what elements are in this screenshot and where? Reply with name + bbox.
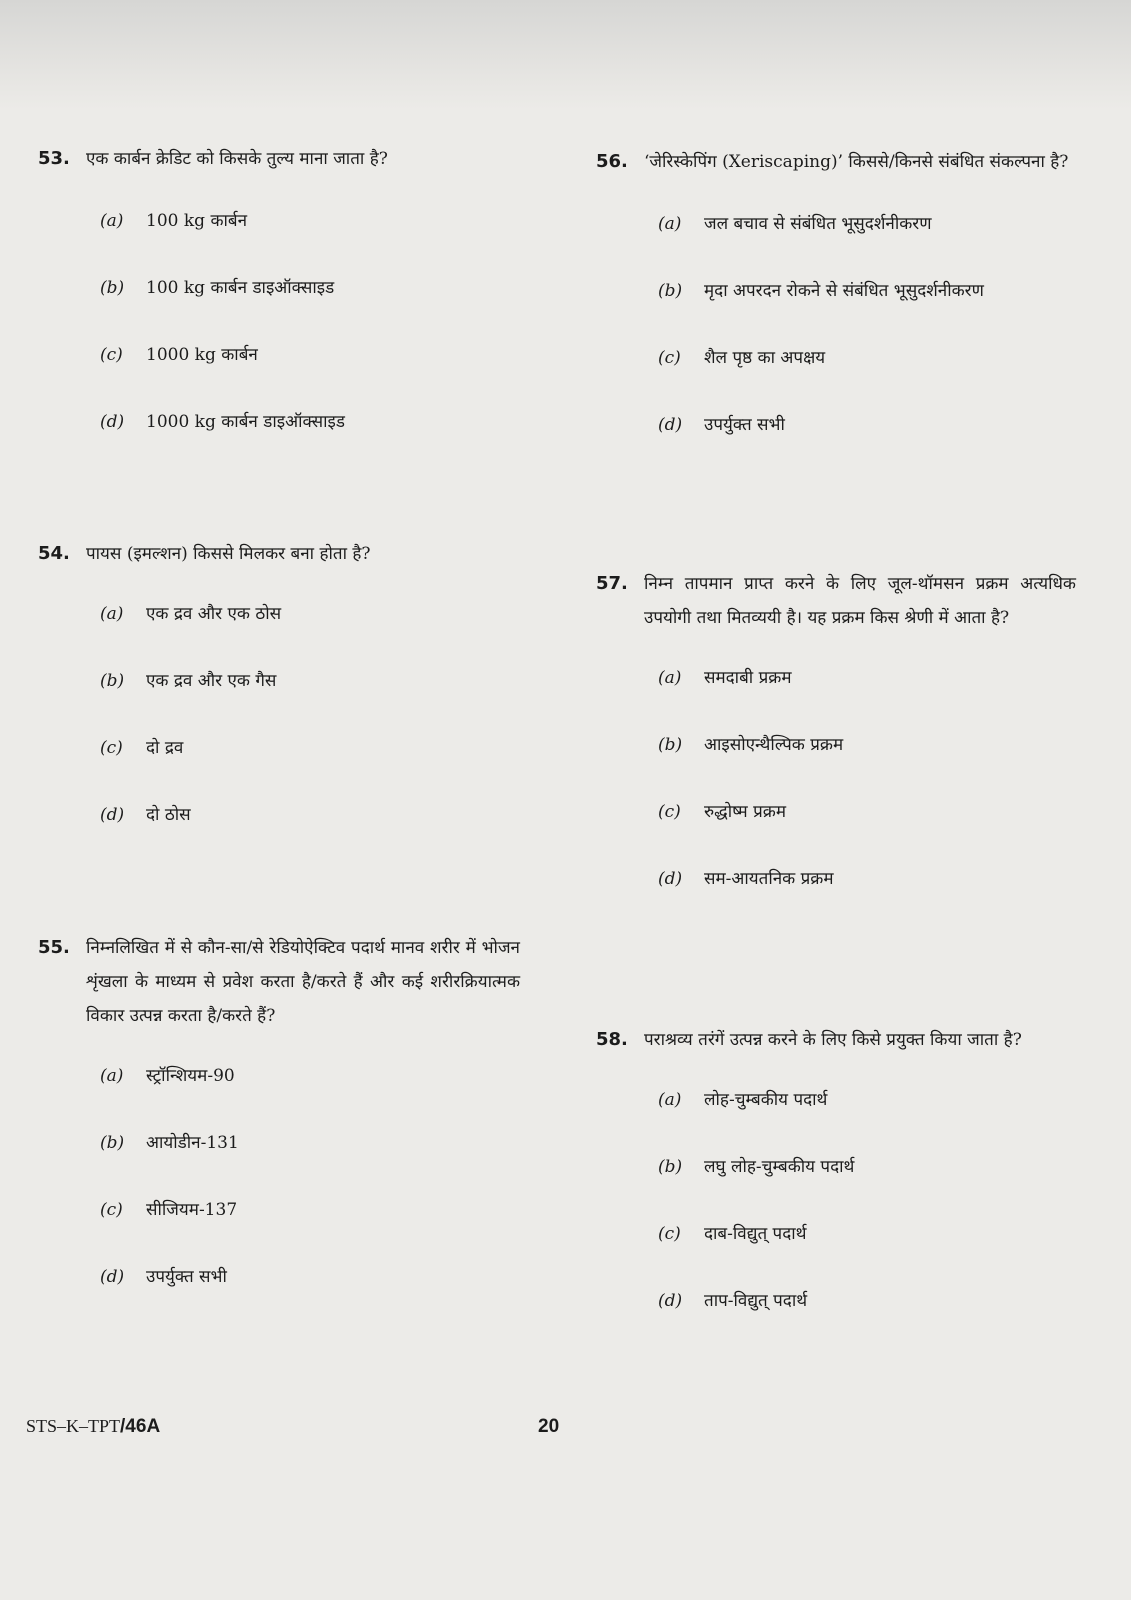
question-number: 57. bbox=[596, 573, 628, 594]
question-number: 55. bbox=[38, 937, 70, 958]
option-d: (d) ताप-विद्युत् पदार्थ bbox=[658, 1291, 808, 1311]
option-d: (d) 1000 kg कार्बन डाइऑक्साइड bbox=[100, 412, 345, 432]
option-d: (d) दो ठोस bbox=[100, 805, 191, 825]
question-56 bbox=[596, 145, 1076, 435]
option-c: (c) दो द्रव bbox=[100, 738, 184, 758]
option-b: (b) 100 kg कार्बन डाइऑक्साइड bbox=[100, 278, 335, 298]
option-b: (b) आयोडीन-131 bbox=[100, 1133, 239, 1153]
option-b: (b) आइसोएन्थैल्पिक प्रक्रम bbox=[658, 735, 844, 755]
question-53 bbox=[38, 142, 498, 432]
option-d: (d) उपर्युक्त सभी bbox=[100, 1267, 227, 1287]
question-number: 56. bbox=[596, 151, 628, 172]
option-a: (a) स्ट्रॉन्शियम-90 bbox=[100, 1066, 235, 1086]
question-text: ‘जेरिस्केपिंग (Xeriscaping)’ किससे/किनसे संबंधित संकल्पना है? bbox=[644, 152, 1069, 172]
option-a: (a) 100 kg कार्बन bbox=[100, 211, 248, 231]
option-a: (a) जल बचाव से संबंधित भूसुदर्शनीकरण bbox=[658, 214, 932, 234]
option-a: (a) समदाबी प्रक्रम bbox=[658, 668, 792, 688]
question-58 bbox=[596, 1023, 1076, 1311]
option-a: (a) लोह-चुम्बकीय पदार्थ bbox=[658, 1090, 828, 1110]
option-c: (c) शैल पृष्ठ का अपक्षय bbox=[658, 348, 826, 368]
question-54 bbox=[38, 537, 498, 825]
scan-shadow bbox=[0, 0, 1131, 110]
question-55 bbox=[38, 931, 520, 1287]
option-b: (b) लघु लोह-चुम्बकीय पदार्थ bbox=[658, 1157, 855, 1177]
option-c: (c) दाब-विद्युत् पदार्थ bbox=[658, 1224, 807, 1244]
booklet-code: STS–K–TPT/46A bbox=[26, 1416, 161, 1437]
question-text: निम्नलिखित में से कौन-सा/से रेडियोऐक्टिव पदार्थ मानव शरीर में भोजन शृंखला के माध्यम से प्रवेश करता है/करते हैं और कई शरीरक्रियात्मक विकार उत्पन्न करता है/करते हैं? bbox=[86, 938, 520, 1026]
option-a: (a) एक द्रव और एक ठोस bbox=[100, 604, 282, 624]
option-c: (c) 1000 kg कार्बन bbox=[100, 345, 258, 365]
question-57 bbox=[596, 567, 1076, 889]
page-number: 20 bbox=[538, 1416, 560, 1437]
page-footer bbox=[26, 1416, 1106, 1446]
question-text: पराश्रव्य तरंगें उत्पन्न करने के लिए किसे प्रयुक्त किया जाता है? bbox=[644, 1030, 1022, 1050]
option-c: (c) रुद्धोष्म प्रक्रम bbox=[658, 802, 786, 822]
option-d: (d) सम-आयतनिक प्रक्रम bbox=[658, 869, 834, 889]
question-number: 53. bbox=[38, 148, 70, 169]
question-text: निम्न तापमान प्राप्त करने के लिए जूल-थॉमसन प्रक्रम अत्यधिक उपयोगी तथा मितव्ययी है। यह प्रक्रम किस श्रेणी में आता है? bbox=[644, 574, 1076, 628]
question-text: एक कार्बन क्रेडिट को किसके तुल्य माना जाता है? bbox=[86, 149, 388, 169]
option-d: (d) उपर्युक्त सभी bbox=[658, 415, 785, 435]
question-text: पायस (इमल्शन) किससे मिलकर बना होता है? bbox=[86, 544, 371, 564]
question-number: 54. bbox=[38, 543, 70, 564]
option-c: (c) सीजियम-137 bbox=[100, 1200, 238, 1220]
option-b: (b) मृदा अपरदन रोकने से संबंधित भूसुदर्शनीकरण bbox=[658, 281, 984, 301]
option-b: (b) एक द्रव और एक गैस bbox=[100, 671, 277, 691]
question-number: 58. bbox=[596, 1029, 628, 1050]
